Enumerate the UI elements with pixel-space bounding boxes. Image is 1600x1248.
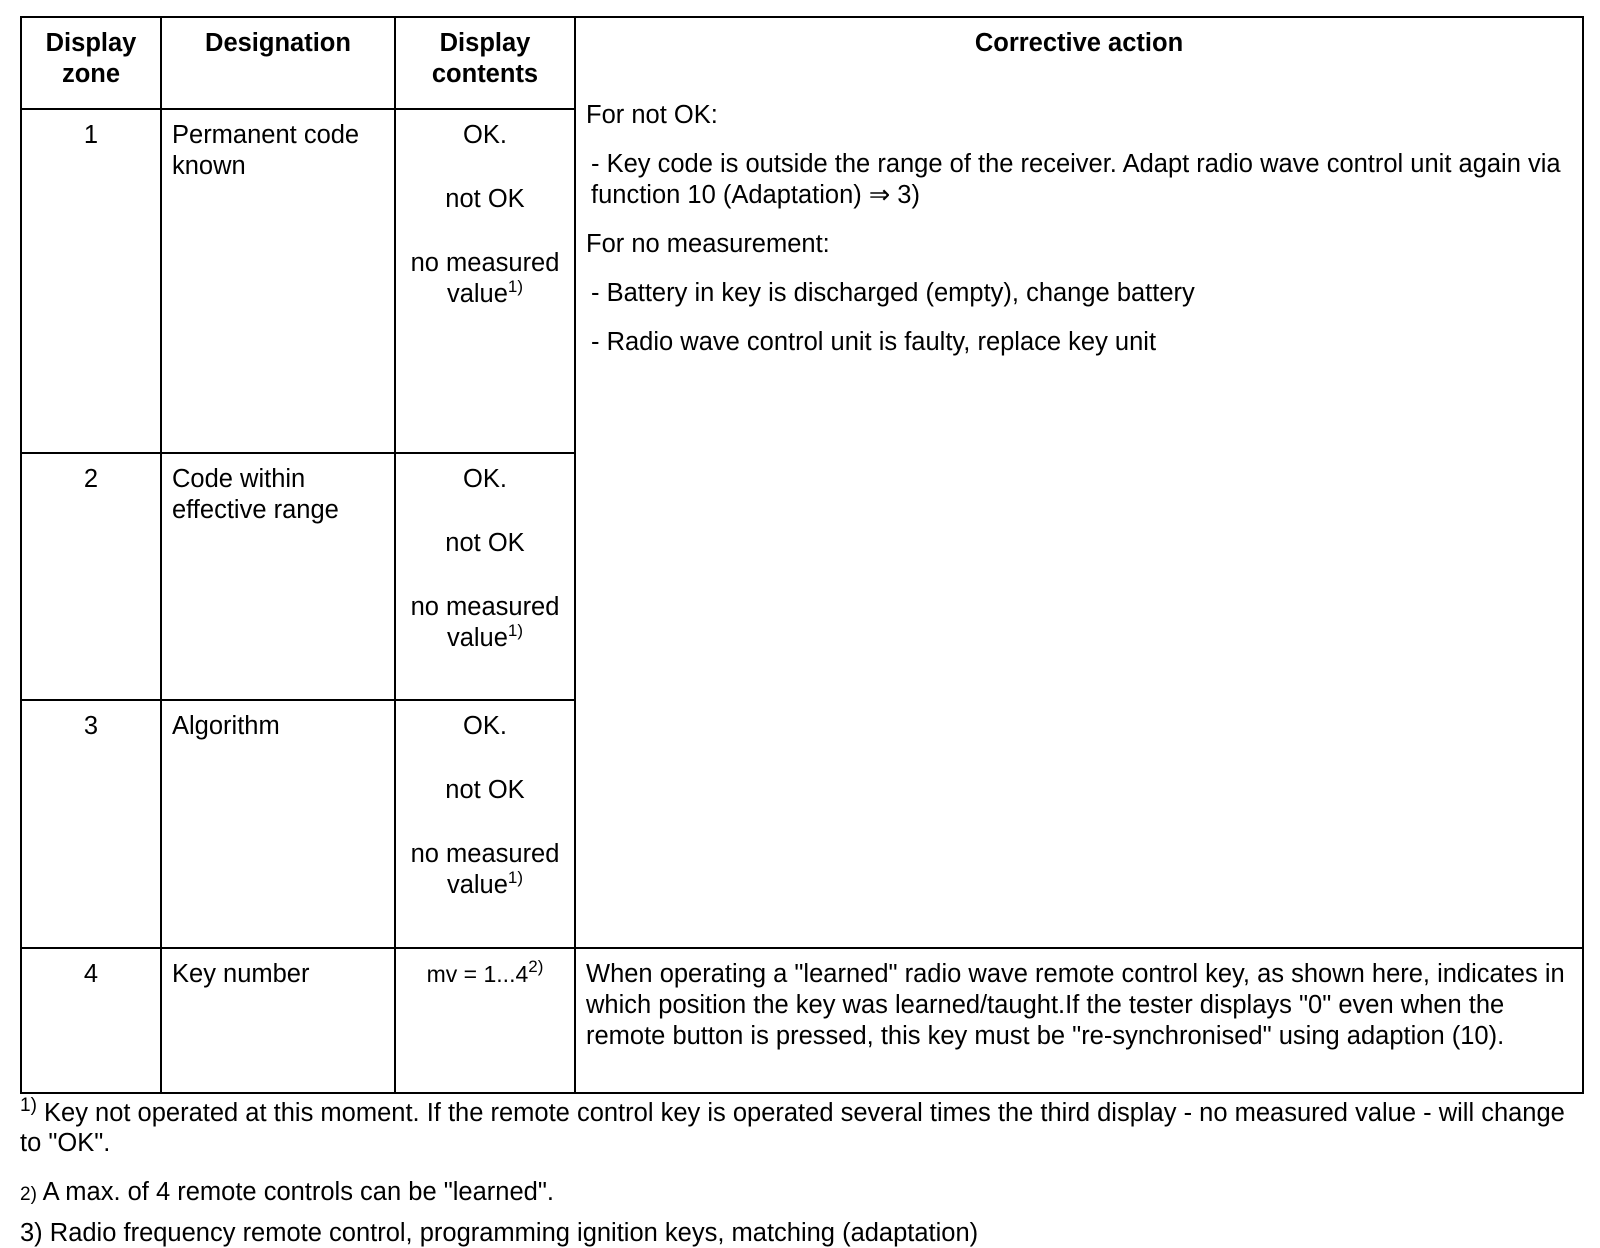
contents-3-ok: OK. xyxy=(463,712,507,740)
header-corrective-action-label: Corrective action xyxy=(974,29,1184,57)
contents-4 xyxy=(395,948,575,1093)
contents-2-not-ok: not OK xyxy=(445,529,525,557)
contents-1-no-measured: no measured value$^{1)}$ xyxy=(410,249,560,308)
designation-4: Key number xyxy=(161,948,395,1093)
footnote-2-text: A max. of 4 remote controls can be "learned". xyxy=(42,1178,554,1206)
designation-3: Algorithm xyxy=(161,700,395,948)
footnote-ref: 1) xyxy=(507,868,524,887)
footnote-1-text: Key not operated at this moment. If the remote control key is operated several times the third display - no measured value - will change to "OK". xyxy=(20,1099,1565,1157)
footnote-3 xyxy=(20,1218,1580,1248)
table-row xyxy=(21,453,1583,700)
corrective-action-zones-1-3 xyxy=(575,101,1583,948)
zone-1: 1 xyxy=(21,109,161,453)
contents-1-ok: OK. xyxy=(463,121,507,149)
header-designation: Designation xyxy=(161,17,395,109)
for-not-ok-heading: For not OK: xyxy=(586,101,718,129)
not-ok-item: - Key code is outside the range of the receiver. Adapt radio wave control unit again via function 10 (Adaptation) ⇒ 3) xyxy=(591,150,1561,209)
footnote-ref: 2) xyxy=(528,957,544,976)
designation-1: Permanent code known xyxy=(161,109,395,453)
contents-4-value: mv = $1...4^{2)}$ xyxy=(426,957,544,987)
contents-2-ok: OK. xyxy=(463,465,507,493)
designation-2: Code within effective range xyxy=(161,453,395,700)
footnote-2 xyxy=(20,1177,1580,1210)
for-no-measurement-heading: For no measurement: xyxy=(586,230,830,258)
footnote-2-mark: 2) xyxy=(20,1184,37,1205)
contents-3-no-measured: no measured value$^{1)}$ xyxy=(410,840,560,899)
contents-2-no-measured: no measured value$^{1)}$ xyxy=(410,593,560,652)
table-row xyxy=(21,948,1583,1093)
footnote-3-text: Radio frequency remote control, programming ignition keys, matching (adaptation) xyxy=(49,1219,979,1247)
footnote-ref: 1) xyxy=(507,277,524,296)
footnote-1 xyxy=(20,1095,1580,1158)
contents-3-not-ok: not OK xyxy=(445,776,525,804)
header-row xyxy=(21,17,1583,109)
no-measurement-item-battery: - Battery in key is discharged (empty), change battery xyxy=(591,279,1195,307)
footnote-3-mark: 3) xyxy=(20,1219,43,1247)
header-display-contents: Display contents xyxy=(395,17,575,109)
zone-3: 3 xyxy=(21,700,161,948)
zone-2: 2 xyxy=(21,453,161,700)
no-measurement-item-faulty: - Radio wave control unit is faulty, replace key unit xyxy=(591,328,1157,356)
zone-4: 4 xyxy=(21,948,161,1093)
contents-1-not-ok: not OK xyxy=(445,185,525,213)
footnote-1-mark: 1) xyxy=(20,1095,37,1116)
footnote-ref: 1) xyxy=(507,621,524,640)
header-display-zone: Display zone xyxy=(21,17,161,109)
corrective-action-1-3-content xyxy=(586,100,1572,358)
contents-3 xyxy=(395,700,575,948)
display-zones-table xyxy=(20,16,1584,1094)
contents-1 xyxy=(395,109,575,453)
contents-2 xyxy=(395,453,575,700)
corrective-action-zone-4: When operating a "learned" radio wave remote control key, as shown here, indicates in which position the key was learned/taught.If the tester displays "0" even when the remote button is pressed, this key must be "re-synchronised" using adaption (10). xyxy=(575,948,1583,1093)
